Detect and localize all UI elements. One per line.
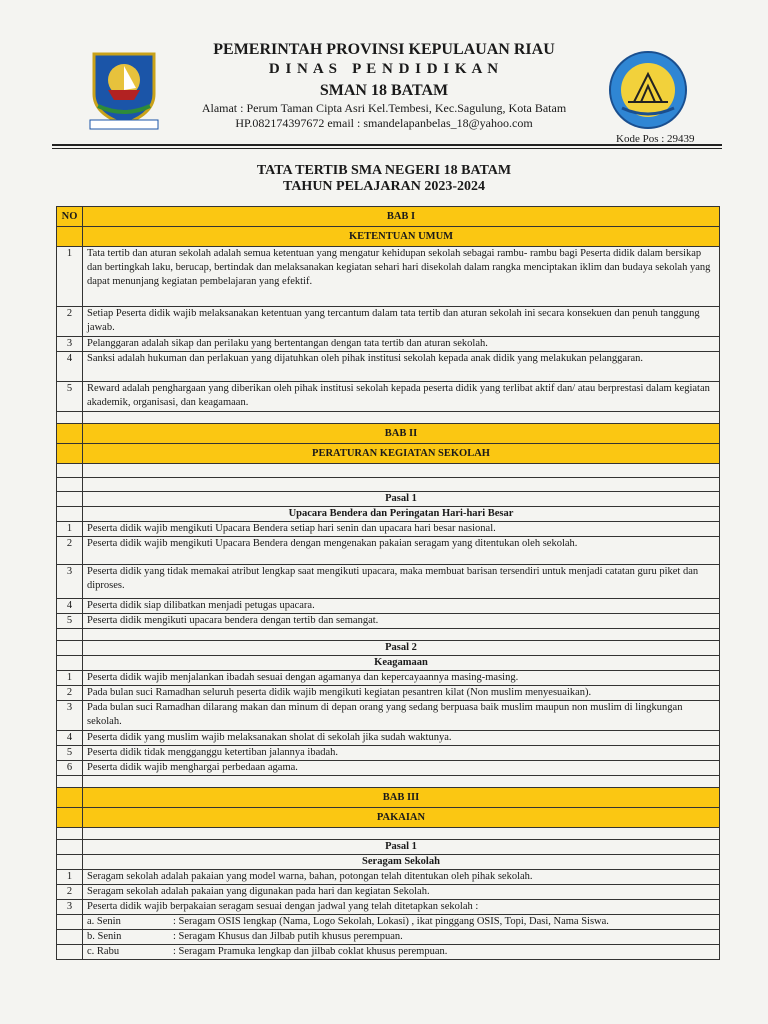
bab-subtitle: KETENTUAN UMUM [83,227,720,247]
pasal-title: Pasal 2 [83,641,720,656]
bab-title: BAB II [83,424,720,444]
rule-text: Seragam sekolah adalah pakaian yang model warna, bahan, potongan telah ditentukan oleh pihak sekolah. [83,870,720,885]
row-number: 6 [57,761,83,776]
rule-text: Peserta didik wajib mengikuti Upacara Bendera dengan mengenakan pakaian seragam yang ditentukan oleh sekolah. [83,537,720,565]
pasal-subtitle-row [57,656,720,671]
bab-header-row [57,788,720,808]
row-number: 2 [57,307,83,337]
table-row [57,599,720,614]
pasal-title: Pasal 1 [83,492,720,507]
table-row [57,870,720,885]
rule-text: Sanksi adalah hukuman dan perlakuan yang dijatuhkan oleh pihak institusi sekolah kepada anak didik yang melakukan pelanggaran. [83,352,720,382]
table-row [57,701,720,731]
schedule-row [57,915,720,930]
row-number: 5 [57,746,83,761]
table-row [57,307,720,337]
bab-subtitle: PERATURAN KEGIATAN SEKOLAH [83,444,720,464]
row-number: 2 [57,537,83,565]
no-column-header: NO [57,207,83,227]
row-number: 2 [57,686,83,701]
pasal-subtitle: Upacara Bendera dan Peringatan Hari-hari Besar [83,507,720,522]
document-title: TATA TERTIB SMA NEGERI 18 BATAM [256,163,512,178]
schedule-day: c. Rabu [87,946,120,957]
agency-name: D I N A S P E N D I D I K A N [268,61,500,77]
bab-header-row [57,207,720,227]
row-number: 1 [57,247,83,307]
row-number: 5 [57,382,83,412]
table-row [57,671,720,686]
empty-row [57,828,720,840]
row-number: 5 [57,614,83,629]
empty-row [57,478,720,492]
bab-subtitle-row [57,808,720,828]
rules-table [56,206,720,960]
rule-text: Pada bulan suci Ramadhan seluruh peserta didik wajib mengikuti kegiatan pesantren kilat (Non muslim menyesuaikan). [83,686,720,701]
table-row [57,731,720,746]
pasal-row [57,840,720,855]
school-contact: HP.082174397672 email : smandelapanbelas_18@yahoo.com [235,116,533,130]
table-row [57,900,720,915]
table-row [57,761,720,776]
header-divider [52,144,722,146]
pasal-subtitle: Seragam Sekolah [83,855,720,870]
pasal-subtitle-row [57,507,720,522]
rule-text: Reward adalah penghargaan yang diberikan oleh pihak institusi sekolah kepada peserta didik yang terlibat aktif dan/ atau berprestasi dalam kegiatan akademik, organisasi, dan keagamaan. [83,382,720,412]
header-divider-thin [52,148,722,149]
schedule-desc: : Seragam Khusus dan Jilbab putih khusus perempuan. [173,931,403,942]
table-row [57,382,720,412]
schedule-day: b. Senin [87,931,122,942]
empty-row [57,412,720,424]
row-number: 1 [57,522,83,537]
empty-row [57,776,720,788]
table-row [57,337,720,352]
document-year: TAHUN PELAJARAN 2023-2024 [283,179,485,194]
rule-text: Peserta didik yang muslim wajib melaksanakan sholat di sekolah jika sudah waktunya. [83,731,720,746]
table-row [57,522,720,537]
rule-text: Pada bulan suci Ramadhan dilarang makan dan minum di depan orang yang sedang berpuasa baik muslim maupun non muslim di lingkungan sekolah. [83,701,720,731]
rule-text: Peserta didik siap dilibatkan menjadi petugas upacara. [83,599,720,614]
rule-text: Seragam sekolah adalah pakaian yang digunakan pada hari dan kegiatan Sekolah. [83,885,720,900]
row-number: 3 [57,900,83,915]
rule-text: Peserta didik wajib menjalankan ibadah sesuai dengan agamanya dan kepercayaannya masing-masing. [83,671,720,686]
bab-header-row [57,424,720,444]
school-name: SMAN 18 BATAM [319,82,449,99]
table-row [57,537,720,565]
school-logo [608,50,688,130]
rule-text: Pelanggaran adalah sikap dan perilaku yang bertentangan dengan tata tertib dan aturan sekolah. [83,337,720,352]
school-address: Alamat : Perum Taman Cipta Asri Kel.Tembesi, Kec.Sagulung, Kota Batam [201,101,567,115]
pasal-title: Pasal 1 [83,840,720,855]
rule-text: Peserta didik wajib berpakaian seragam sesuai dengan jadwal yang telah ditetapkan sekolah : [83,900,720,915]
rule-text: Peserta didik tidak mengganggu ketertiban jalannya ibadah. [83,746,720,761]
table-row [57,565,720,599]
table-row [57,686,720,701]
row-number: 4 [57,731,83,746]
row-number: 4 [57,599,83,614]
postcode: Kode Pos : 29439 [616,133,695,145]
table-row [57,746,720,761]
schedule-row [57,930,720,945]
government-name: PEMERINTAH PROVINSI KEPULAUAN RIAU [213,41,555,58]
row-number: 1 [57,870,83,885]
row-number: 3 [57,565,83,599]
bab-subtitle-row [57,444,720,464]
pasal-subtitle: Keagamaan [83,656,720,671]
rule-text: Tata tertib dan aturan sekolah adalah semua ketentuan yang mengatur kehidupan sekolah sebagai rambu- rambu bagi Peserta didik dalam bersikap dan bertingkah laku, berucap, bertindak dan melaksanakan kegiatan sehari hari disekolah dalam rangka menciptakan iklim dan budaya sekolah yang dapat menunjang kegiatan pembelajaran yang efektif. [83,247,720,307]
table-row [57,614,720,629]
schedule-desc: : Seragam OSIS lengkap (Nama, Logo Sekolah, Lokasi) , ikat pinggang OSIS, Topi, Dasi, Nama Siswa. [173,916,609,927]
row-number: 1 [57,671,83,686]
provincial-emblem-logo [88,50,160,132]
schedule-desc: : Seragam Pramuka lengkap dan jilbab coklat khusus perempuan. [173,946,448,957]
bab-subtitle-row [57,227,720,247]
rule-text: Peserta didik yang tidak memakai atribut lengkap saat mengikuti upacara, maka membuat barisan tersendiri untuk menjadi catatan guru piket dan diproses. [83,565,720,599]
schedule-day: a. Senin [87,916,121,927]
rule-text: Peserta didik wajib mengikuti Upacara Bendera setiap hari senin dan upacara hari besar nasional. [83,522,720,537]
rule-text: Setiap Peserta didik wajib melaksanakan ketentuan yang tercantum dalam tata tertib dan aturan sekolah ini secara konsekuen dan penuh tanggung jawab. [83,307,720,337]
table-row [57,247,720,307]
row-number: 4 [57,352,83,382]
row-number: 2 [57,885,83,900]
schedule-row [57,945,720,960]
row-number: 3 [57,701,83,731]
row-number: 3 [57,337,83,352]
table-row [57,885,720,900]
rule-text: Peserta didik wajib menghargai perbedaan agama. [83,761,720,776]
pasal-row [57,641,720,656]
bab-title: BAB I [83,207,720,227]
rule-text: Peserta didik mengikuti upacara bendera dengan tertib dan semangat. [83,614,720,629]
empty-row [57,629,720,641]
bab-subtitle: PAKAIAN [83,808,720,828]
bab-title: BAB III [83,788,720,808]
empty-row [57,464,720,478]
table-row [57,352,720,382]
pasal-row [57,492,720,507]
pasal-subtitle-row [57,855,720,870]
